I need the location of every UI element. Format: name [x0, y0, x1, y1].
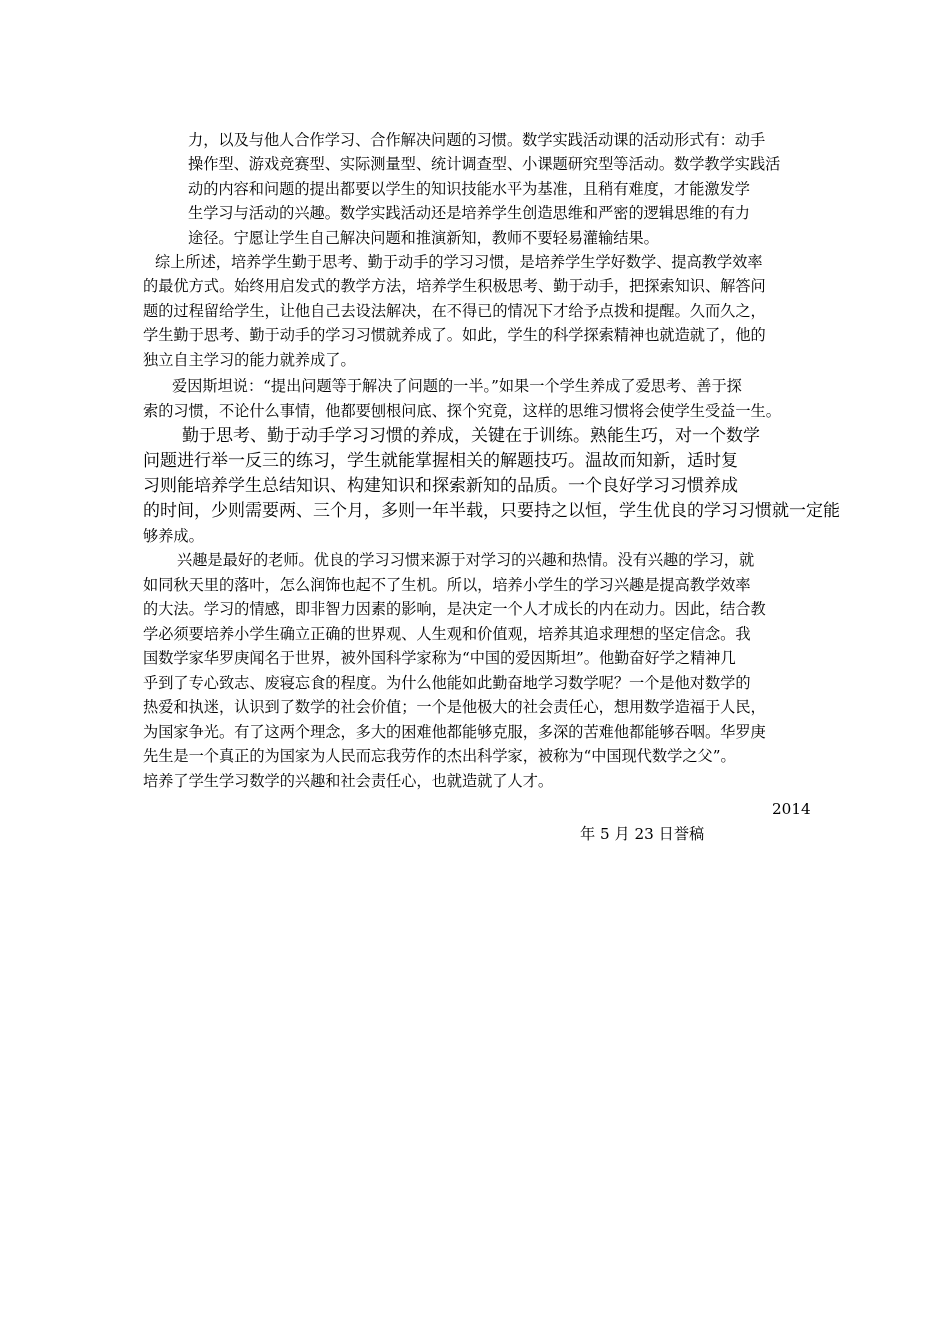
para2-line-4: 学生勤于思考、勤于动手的学习习惯就养成了。如此，学生的科学探索精神也就造就了，他的	[143, 326, 766, 344]
para4-line-2: 问题进行举一反三的练习，学生就能掌握相关的解题技巧。温故而知新，适时复	[143, 451, 738, 471]
para5-line-6: 乎到了专心致志、废寝忘食的程度。为什么他能如此勤奋地学习数学呢？一个是他对数学的	[143, 674, 751, 692]
para2-line-3: 题的过程留给学生，让他自己去设法解决，在不得已的情况下才给予点拨和提醒。久而久之，	[143, 302, 766, 320]
para5-line-8: 为国家争光。有了这两个理念，多大的困难他都能够克服，多深的苦难他都能够吞咽。华罗庚	[143, 723, 766, 741]
date-month-day: 年 5 月 23 日誉稿	[580, 825, 705, 843]
para5-line-2: 如同秋天里的落叶，怎么润饰也起不了生机。所以，培养小学生的学习兴趣是提高教学效率	[143, 576, 751, 594]
para1-line-1: 力，以及与他人合作学习、合作解决问题的习惯。数学实践活动课的活动形式有：动手	[188, 131, 766, 149]
para5-line-3: 的大法。学习的情感，即非智力因素的影响，是决定一个人才成长的内在动力。因此，结合教	[143, 600, 766, 618]
para1-line-5: 途径。宁愿让学生自己解决问题和推演新知，教师不要轻易灌输结果。	[188, 229, 659, 247]
para2-line-1: 综上所述，培养学生勤于思考、勤于动手的学习习惯，是培养学生学好数学、提高教学效率	[155, 253, 763, 271]
para2-line-2: 的最优方式。始终用启发式的教学方法，培养学生积极思考、勤于动手，把探索知识、解答问	[143, 277, 766, 295]
para1-line-3: 动的内容和问题的提出都要以学生的知识技能水平为基准，且稍有难度，才能激发学	[188, 180, 750, 198]
para5-line-10: 培养了学生学习数学的兴趣和社会责任心，也就造就了人才。	[143, 772, 554, 790]
para5-line-5: 国数学家华罗庚闻名于世界，被外国科学家称为“中国的爱因斯坦”。他勤奋好学之精神几	[143, 649, 736, 667]
para1-line-4: 生学习与活动的兴趣。数学实践活动还是培养学生创造思维和严密的逻辑思维的有力	[188, 204, 750, 222]
para4-line-3: 习则能培养学生总结知识、构建知识和探索新知的品质。一个良好学习习惯养成	[143, 476, 738, 496]
para5-line-9: 先生是一个真正的为国家为人民而忘我劳作的杰出科学家，被称为“中国现代数学之父”。	[143, 747, 736, 765]
para4-line-5: 够养成。	[143, 527, 204, 545]
date-year: 2014	[772, 800, 811, 818]
para5-line-1: 兴趣是最好的老师。优良的学习习惯来源于对学习的兴趣和热情。没有兴趣的学习，就	[177, 551, 755, 569]
para1-line-2: 操作型、游戏竞赛型、实际测量型、统计调查型、小课题研究型等活动。数学教学实践活	[188, 155, 781, 173]
para2-line-5: 独立自主学习的能力就养成了。	[143, 351, 356, 369]
para3-line-1: 爱因斯坦说：“提出问题等于解决了问题的一半。”如果一个学生养成了爱思考、善于探	[172, 377, 742, 395]
para3-line-2: 索的习惯，不论什么事情，他都要刨根问底、探个究竟，这样的思维习惯将会使学生受益一生。	[143, 402, 781, 420]
para4-line-4: 的时间，少则需要两、三个月，多则一年半载，只要持之以恒，学生优良的学习习惯就一定能	[143, 501, 840, 521]
para4-line-1: 勤于思考、勤于动手学习习惯的养成，关键在于训练。熟能生巧，对一个数学	[182, 426, 760, 446]
para5-line-7: 热爱和执迷，认识到了数学的社会价值；一个是他极大的社会责任心，想用数学造福于人民，	[143, 698, 766, 716]
para5-line-4: 学必须要培养小学生确立正确的世界观、人生观和价值观，培养其追求理想的坚定信念。我	[143, 625, 751, 643]
